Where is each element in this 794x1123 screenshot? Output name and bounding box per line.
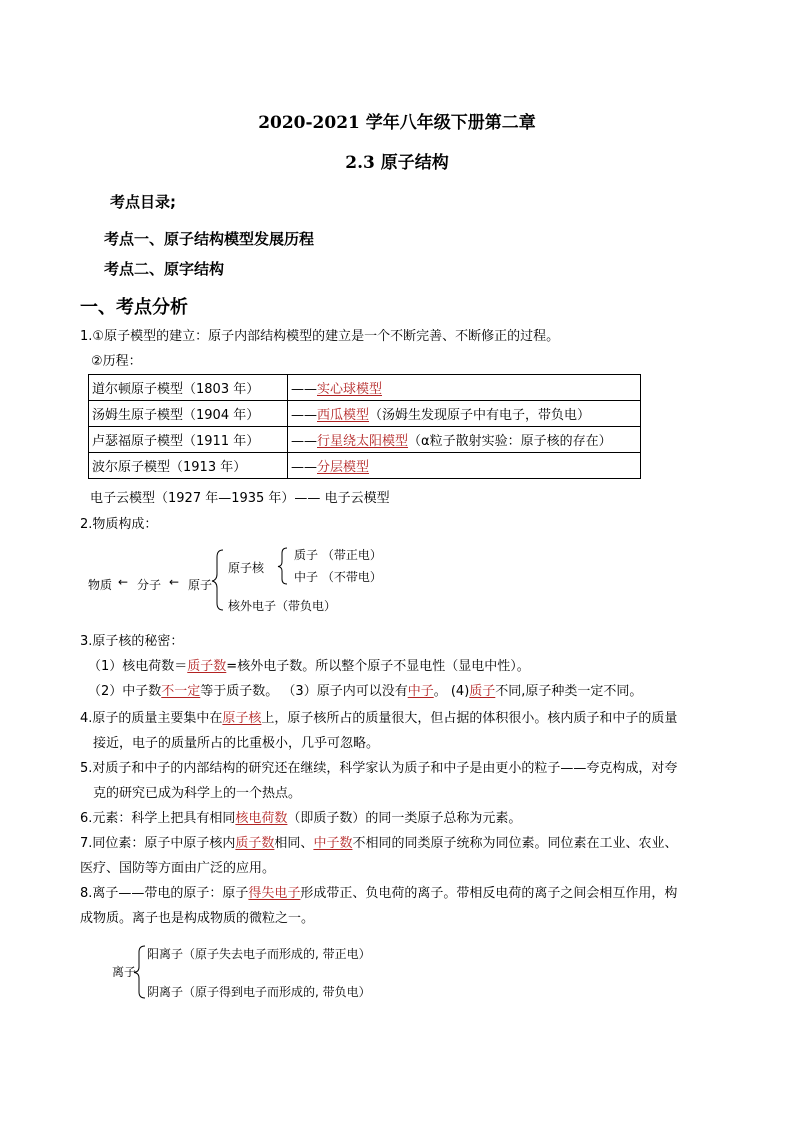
text: （1）核电荷数＝: [88, 659, 188, 674]
model-answer: 分层模型: [317, 460, 370, 475]
brace-icon: [210, 548, 226, 612]
answer: 中子: [407, 684, 434, 699]
p5-line-1: 5.对质子和中子的内部结构的研究还在继续，科学家认为质子和中子是由更小的粒子——夸克构成，对夸: [80, 761, 678, 776]
electron-cloud-line: 电子云模型（1927 年—1935 年）—— 电子云模型: [90, 491, 390, 506]
answer: 不一定: [161, 684, 201, 699]
text: 不相同的同类原子统称为同位素。同位素在工业、农业、: [352, 836, 678, 851]
text: 4.原子的质量主要集中在: [80, 711, 223, 726]
ion-label: 离子: [112, 965, 137, 979]
text: 相同、: [274, 836, 314, 851]
p5-line-2: 克的研究已成为科学上的一个热点。: [93, 786, 302, 801]
answer: 原子核: [222, 711, 262, 726]
circle-one-icon: ①: [92, 329, 105, 344]
toc-heading: 考点目录;: [110, 193, 176, 211]
atom-label: 原子: [188, 578, 213, 592]
p8-line-1: [80, 885, 677, 903]
dash: ——: [291, 408, 317, 423]
p1-text: 原子模型的建立：原子内部结构模型的建立是一个不断完善、不断修正的过程。: [104, 329, 560, 344]
text: 6.元素：科学上把具有相同: [80, 811, 236, 826]
page-subtitle: 2.3 原子结构: [345, 153, 449, 173]
answer: 得失电子: [248, 886, 301, 901]
cation-label: 阳离子（原子失去电子而形成的, 带正电）: [147, 947, 371, 961]
p2-label: 2.物质构成：: [80, 517, 158, 532]
model-note: （汤姆生发现原子中有电子，带负电）: [369, 408, 591, 423]
p8-line-2: 成物质。离子也是构成物质的微粒之一。: [80, 911, 315, 926]
dash: ——: [291, 460, 317, 475]
section-heading: 一、考点分析: [80, 297, 188, 318]
text: 。 (4): [433, 684, 470, 699]
text: 上，原子核所占的质量很大，但占据的体积很小。核内质子和中子的质量: [261, 711, 678, 726]
table-row: [89, 427, 641, 453]
text: 7.同位素：原子中原子核内: [80, 836, 236, 851]
model-name: 卢瑟福原子模型（1911 年）: [89, 427, 288, 453]
table-row: [89, 453, 641, 479]
p7-line-2: 医疗、国防等方面由广泛的应用。: [80, 861, 276, 876]
p1-number: 1.: [80, 329, 93, 344]
p6-line: [80, 810, 521, 828]
answer: 质子: [469, 684, 496, 699]
brace-icon: [276, 546, 290, 586]
p4-line-2: 接近，电子的质量所占的比重极小，几乎可忽略。: [93, 736, 380, 751]
p3-label: 3.原子核的秘密：: [80, 634, 184, 649]
answer: 核电荷数: [235, 811, 288, 826]
arrow-left-icon: ←: [118, 575, 129, 589]
molecule-label: 分子: [137, 578, 162, 592]
toc-item-2: 考点二、原字结构: [104, 260, 225, 278]
nucleus-label: 原子核: [228, 561, 265, 575]
dash: ——: [291, 382, 317, 397]
text: 8.离子——带电的原子：原子: [80, 886, 249, 901]
page-title: 2020-2021 学年八年级下册第二章: [258, 113, 536, 133]
table-row: [89, 401, 641, 427]
text: （2）中子数: [88, 684, 162, 699]
proton-label: 质子 （带正电）: [294, 548, 382, 562]
text: 不同,原子种类一定不同。: [495, 684, 643, 699]
text: 等于质子数。 （3）原子内可以没有: [200, 684, 408, 699]
arrow-left-icon: ←: [169, 575, 180, 589]
table-row: [89, 375, 641, 401]
answer: 质子数: [187, 659, 227, 674]
p7-line-1: [80, 835, 677, 853]
electron-label: 核外电子（带负电）: [228, 599, 337, 613]
model-name: 波尔原子模型（1913 年）: [89, 453, 288, 479]
p3-line-2: [88, 683, 642, 701]
text: 形成带正、负电荷的离子。带相反电荷的离子之间会相互作用，构: [300, 886, 678, 901]
model-answer: 西瓜模型: [317, 408, 370, 423]
p3-line-1: [88, 658, 530, 676]
answer: 中子数: [313, 836, 353, 851]
model-note: （α粒子散射实验：原子核的存在）: [408, 434, 612, 449]
model-cell: [288, 427, 641, 453]
p4-line-1: [80, 710, 677, 728]
anion-label: 阴离子（原子得到电子而形成的, 带负电）: [147, 985, 371, 999]
model-cell: [288, 375, 641, 401]
answer: 质子数: [235, 836, 275, 851]
text: =核外电子数。所以整个原子不显电性（显电中性）。: [226, 659, 530, 674]
paragraph-1: [80, 328, 559, 346]
dash: ——: [291, 434, 317, 449]
model-cell: [288, 453, 641, 479]
model-cell: [288, 401, 641, 427]
model-name: 道尔顿原子模型（1803 年）: [89, 375, 288, 401]
neutron-label: 中子 （不带电）: [294, 570, 382, 584]
model-answer: 实心球模型: [317, 382, 383, 397]
history-label: ②历程：: [91, 354, 142, 369]
text: （即质子数）的同一类原子总称为元素。: [287, 811, 522, 826]
matter-label: 物质: [88, 578, 113, 592]
brace-icon: [132, 944, 148, 1000]
history-table: [88, 374, 641, 479]
model-name: 汤姆生原子模型（1904 年）: [89, 401, 288, 427]
toc-item-1: 考点一、原子结构模型发展历程: [104, 230, 315, 248]
model-answer: 行星绕太阳模型: [317, 434, 409, 449]
